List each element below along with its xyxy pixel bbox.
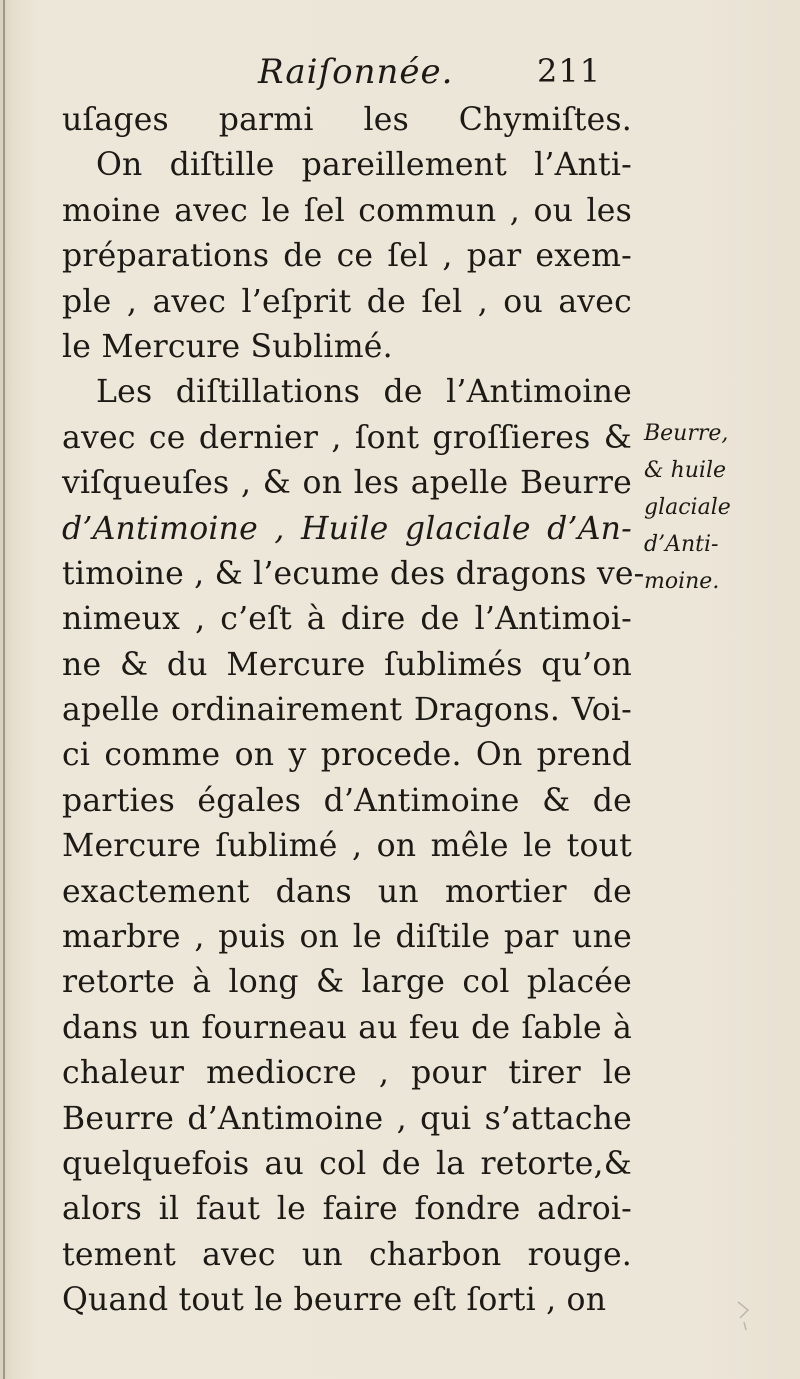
text-line: tement avec un charbon rouge. <box>62 1236 632 1273</box>
text-line: Beurre d’Antimoine , qui s’attache <box>62 1100 632 1137</box>
text-line: Mercure ſublimé , on mêle le tout <box>62 828 632 865</box>
text-line: parties égales d’Antimoine & de <box>62 782 632 819</box>
text-line: On diſtille pareillement l’Anti- <box>96 147 632 184</box>
text-line: marbre , puis on le diſtile par une <box>62 919 632 956</box>
text-line: viſqueuſes , & on les apelle Beurre <box>62 465 632 502</box>
margin-note-line: glaciale <box>644 495 731 520</box>
text-line: quelquefois au col de la retorte,& <box>62 1145 632 1182</box>
ink-smudge <box>734 1298 754 1334</box>
margin-note-line: Beurre, <box>644 421 729 446</box>
page-number: 211 <box>537 52 602 90</box>
text-line: nimeux , c’eſt à dire de l’Antimoi- <box>62 601 632 638</box>
text-line: préparations de ce ſel , par exem- <box>62 238 632 275</box>
text-line: ci comme on y procede. On prend <box>62 737 632 774</box>
text-line: moine avec le ſel commun , ou les <box>62 192 632 229</box>
body-text <box>62 98 645 1324</box>
text-line: retorte à long & large col placée <box>62 964 632 1001</box>
text-line: avec ce dernier , ſont groſſieres & <box>62 419 632 456</box>
text-line: Les diſtillations de l’Antimoine <box>96 374 632 411</box>
text-line: apelle ordinairement Dragons. Voi- <box>62 692 632 729</box>
margin-note-line: moine. <box>644 569 720 594</box>
text-line: timoine , & l’ecume des dragons ve- <box>62 555 645 592</box>
text-line: alors il faut le faire fondre adroi- <box>62 1191 632 1228</box>
page-gutter-edge <box>3 0 5 1379</box>
text-line: ple , avec l’eſprit de ſel , ou avec <box>62 283 632 320</box>
text-line: le Mercure Sublimé. <box>62 328 393 365</box>
text-line: exactement dans un mortier de <box>62 873 632 910</box>
margin-note <box>644 415 794 600</box>
text-line: ne & du Mercure ſublimés qu’on <box>62 646 632 683</box>
text-line: chaleur mediocre , pour tirer le <box>62 1055 632 1092</box>
running-head: Raiſonnée. <box>258 52 454 92</box>
text-line: d’Antimoine , Huile glaciale d’An- <box>62 510 632 547</box>
margin-note-line: & huile <box>644 458 727 483</box>
margin-note-line: d’Anti- <box>644 532 719 557</box>
text-line: Quand tout le beurre eſt ſorti , on <box>62 1282 607 1319</box>
text-line: uſages parmi les Chymiſtes. <box>62 102 632 138</box>
text-line: dans un fourneau au feu de ſable à <box>62 1009 632 1046</box>
page-header <box>0 46 800 102</box>
